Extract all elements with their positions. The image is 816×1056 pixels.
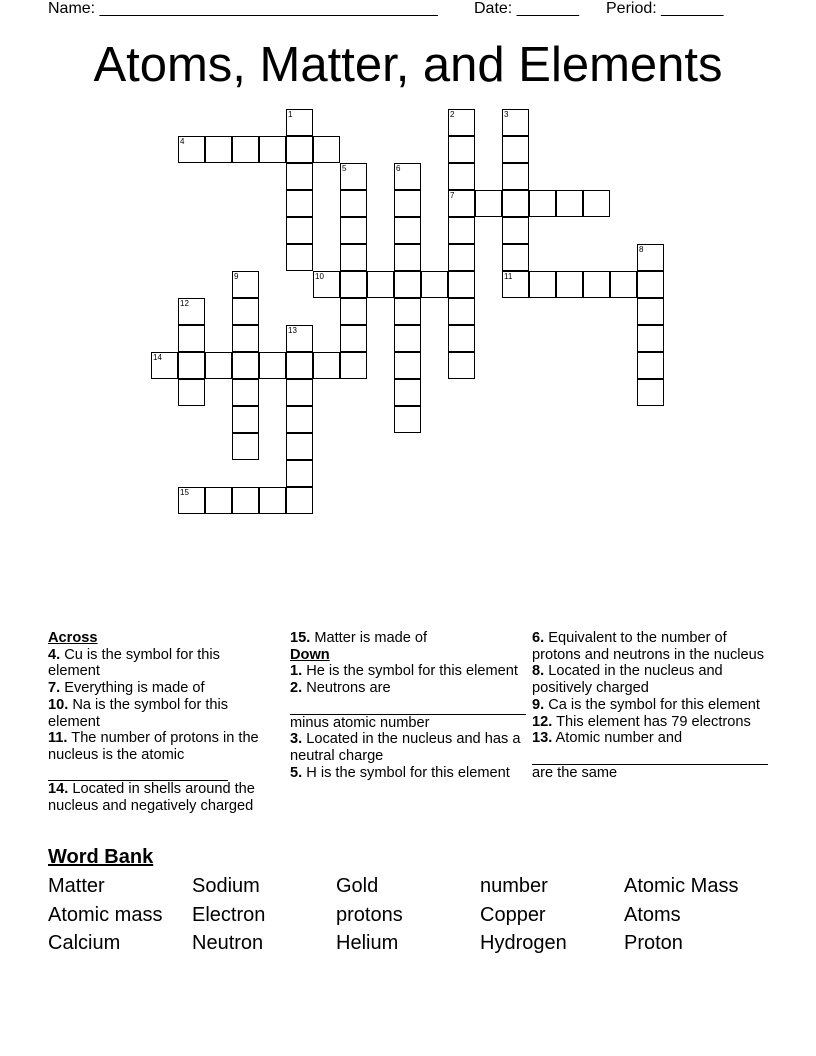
clue-across-14 — [48, 781, 270, 814]
crossword-cell[interactable] — [340, 298, 367, 325]
crossword-cell[interactable] — [151, 352, 178, 379]
crossword-cell[interactable] — [637, 244, 664, 271]
crossword-cell[interactable] — [475, 190, 502, 217]
crossword-cell[interactable] — [502, 271, 529, 298]
clue-number-label: 15 — [180, 488, 189, 497]
clue-number-label: 10 — [315, 272, 324, 281]
crossword-cell[interactable] — [394, 325, 421, 352]
clue-text: H is the symbol for this element — [302, 764, 510, 781]
crossword-cell[interactable] — [286, 352, 313, 379]
crossword-cell[interactable] — [259, 352, 286, 379]
answer-blank — [290, 697, 526, 715]
clues-column-2 — [290, 630, 526, 781]
clue-down-5 — [290, 765, 526, 782]
crossword-cell[interactable] — [637, 325, 664, 352]
clue-text: Matter is made of — [310, 630, 428, 646]
crossword-cell[interactable] — [286, 406, 313, 433]
crossword-cell[interactable] — [502, 217, 529, 244]
word-bank-word: Sodium — [192, 875, 260, 897]
clue-number-label: 9 — [234, 272, 239, 281]
crossword-cell[interactable] — [313, 136, 340, 163]
crossword-cell[interactable] — [313, 271, 340, 298]
period-field: Period: _______ — [606, 0, 724, 17]
clue-number-label: 6 — [396, 164, 401, 173]
crossword-cell[interactable] — [637, 352, 664, 379]
crossword-cell[interactable] — [637, 379, 664, 406]
clue-number-label: 7 — [450, 191, 455, 200]
clue-across-11 — [48, 730, 270, 781]
clues-column-1 — [48, 630, 270, 815]
word-bank-word: Proton — [624, 932, 683, 954]
crossword-cell[interactable] — [340, 325, 367, 352]
clue-number: 11. — [48, 730, 68, 747]
crossword-cell[interactable] — [232, 433, 259, 460]
crossword-cell[interactable] — [394, 271, 421, 298]
crossword-cell[interactable] — [394, 298, 421, 325]
crossword-cell[interactable] — [178, 298, 205, 325]
word-bank-word: Calcium — [48, 932, 121, 954]
crossword-cell[interactable] — [502, 163, 529, 190]
crossword-cell[interactable] — [394, 352, 421, 379]
crossword-cell[interactable] — [556, 271, 583, 298]
crossword-cell[interactable] — [502, 109, 529, 136]
crossword-cell[interactable] — [394, 217, 421, 244]
crossword-cell[interactable] — [205, 352, 232, 379]
crossword-cell[interactable] — [448, 244, 475, 271]
crossword-cell[interactable] — [178, 352, 205, 379]
clue-text: Equivalent to the number of protons and neutrons in the nucleus — [532, 630, 765, 663]
word-bank-word: protons — [336, 904, 403, 926]
clue-across-15 — [290, 630, 526, 647]
clue-down-6 — [532, 630, 768, 663]
crossword-cell[interactable] — [502, 190, 529, 217]
crossword-cell[interactable] — [448, 298, 475, 325]
clue-number: 7. — [48, 680, 61, 697]
word-bank-word: Atomic mass — [48, 904, 163, 926]
crossword-cell[interactable] — [286, 190, 313, 217]
word-bank-title: Word Bank — [48, 846, 154, 868]
crossword-cell[interactable] — [286, 109, 313, 136]
clue-down-12 — [532, 714, 768, 731]
name-field: Name: ______________________________________ — [48, 0, 438, 17]
word-bank-word: Helium — [336, 932, 399, 954]
crossword-cell[interactable] — [637, 271, 664, 298]
crossword-cell[interactable] — [232, 379, 259, 406]
crossword-cell[interactable] — [583, 271, 610, 298]
date-field: Date: _______ — [474, 0, 579, 17]
word-bank-word: Matter — [48, 875, 105, 897]
clue-number-label: 11 — [504, 272, 513, 281]
crossword-cell[interactable] — [583, 190, 610, 217]
crossword-cell[interactable] — [232, 406, 259, 433]
crossword-cell[interactable] — [286, 379, 313, 406]
crossword-cell[interactable] — [178, 487, 205, 514]
clue-number-label: 3 — [504, 110, 509, 119]
clue-number-label: 14 — [153, 353, 162, 362]
crossword-cell[interactable] — [448, 217, 475, 244]
page-title: Atoms, Matter, and Elements — [93, 38, 723, 92]
clue-number: 5. — [290, 764, 303, 781]
word-bank-word: number — [480, 875, 548, 897]
clue-down-13 — [532, 730, 768, 764]
crossword-cell[interactable] — [286, 325, 313, 352]
crossword-cell[interactable] — [394, 190, 421, 217]
clue-number: 13. — [532, 730, 553, 747]
clue-number-label: 1 — [288, 110, 293, 119]
clue-number: 15. — [290, 630, 311, 646]
clue-text: He is the symbol for this element — [302, 663, 518, 680]
crossword-cell[interactable] — [340, 190, 367, 217]
crossword-cell[interactable] — [205, 136, 232, 163]
crossword-cell[interactable] — [286, 460, 313, 487]
crossword-cell[interactable] — [394, 406, 421, 433]
crossword-cell[interactable] — [448, 109, 475, 136]
clue-number: 6. — [532, 630, 545, 646]
clue-down-13-continued — [532, 765, 768, 782]
crossword-cell[interactable] — [610, 271, 637, 298]
word-bank-word: Neutron — [192, 932, 264, 954]
crossword-cell[interactable] — [286, 136, 313, 163]
crossword-cell[interactable] — [394, 163, 421, 190]
clue-number: 9. — [532, 696, 545, 713]
crossword-cell[interactable] — [448, 163, 475, 190]
word-bank-word: Copper — [480, 904, 546, 926]
answer-blank — [532, 747, 768, 765]
clue-text: Located in shells around the nucleus and negatively charged — [48, 781, 255, 815]
crossword-cell[interactable] — [259, 487, 286, 514]
clue-down-2 — [290, 680, 526, 714]
crossword-cell[interactable] — [286, 433, 313, 460]
crossword-cell[interactable] — [232, 487, 259, 514]
crossword-cell[interactable] — [259, 136, 286, 163]
crossword-cell[interactable] — [178, 325, 205, 352]
clue-number-label: 8 — [639, 245, 644, 254]
crossword-cell[interactable] — [286, 487, 313, 514]
down-heading: Down — [290, 646, 330, 663]
crossword-cell[interactable] — [340, 271, 367, 298]
crossword-cell[interactable] — [637, 298, 664, 325]
clue-down-8 — [532, 663, 768, 696]
across-heading: Across — [48, 630, 98, 646]
answer-blank — [48, 764, 228, 782]
crossword-cell[interactable] — [286, 163, 313, 190]
crossword-cell[interactable] — [502, 244, 529, 271]
crossword-cell[interactable] — [205, 487, 232, 514]
clue-text: are the same — [532, 764, 618, 781]
clue-text: Ca is the symbol for this element — [544, 696, 760, 713]
crossword-cell[interactable] — [232, 136, 259, 163]
crossword-cell[interactable] — [178, 136, 205, 163]
word-bank-word: Atoms — [624, 904, 681, 926]
word-bank-word: Atomic Mass — [624, 875, 739, 897]
clue-number-label: 13 — [288, 326, 297, 335]
clue-number: 8. — [532, 663, 545, 680]
clue-number: 2. — [290, 680, 303, 697]
clue-across-10 — [48, 697, 270, 730]
clue-number-label: 4 — [180, 137, 185, 146]
clue-number-label: 2 — [450, 110, 455, 119]
clue-across-4 — [48, 647, 270, 680]
crossword-cell[interactable] — [232, 271, 259, 298]
crossword-cell[interactable] — [313, 352, 340, 379]
crossword-cell[interactable] — [448, 136, 475, 163]
crossword-cell[interactable] — [448, 271, 475, 298]
word-bank-word: Gold — [336, 875, 379, 897]
clue-text: Located in the nucleus and has a neutral charge — [290, 731, 521, 764]
crossword-cell[interactable] — [448, 325, 475, 352]
clue-number: 3. — [290, 731, 303, 748]
crossword-cell[interactable] — [232, 352, 259, 379]
crossword-cell[interactable] — [448, 190, 475, 217]
crossword-cell[interactable] — [529, 271, 556, 298]
clue-number-label: 12 — [180, 299, 189, 308]
clue-down-1 — [290, 663, 526, 680]
crossword-cell[interactable] — [286, 244, 313, 271]
clue-down-9 — [532, 697, 768, 714]
crossword-cell[interactable] — [340, 244, 367, 271]
clue-text: Located in the nucleus and positively charged — [532, 663, 723, 697]
clue-text: The number of protons in the nucleus is the atomic — [48, 730, 259, 763]
crossword-cell[interactable] — [232, 298, 259, 325]
crossword-cell[interactable] — [421, 271, 448, 298]
clue-down-2-continued — [290, 715, 526, 732]
clue-across-7 — [48, 680, 270, 697]
clue-text: Everything is made of — [60, 680, 205, 697]
clue-number-label: 5 — [342, 164, 347, 173]
crossword-cell[interactable] — [394, 379, 421, 406]
clue-number: 12. — [532, 713, 553, 730]
word-bank-word: Electron — [192, 904, 266, 926]
crossword-cell[interactable] — [178, 379, 205, 406]
crossword-cell[interactable] — [340, 163, 367, 190]
clue-down-3 — [290, 731, 526, 764]
clue-text: Cu is the symbol for this element — [48, 646, 220, 680]
crossword-cell[interactable] — [502, 136, 529, 163]
crossword-cell[interactable] — [367, 271, 394, 298]
crossword-cell[interactable] — [286, 217, 313, 244]
crossword-cell[interactable] — [340, 217, 367, 244]
crossword-cell[interactable] — [448, 352, 475, 379]
crossword-cell[interactable] — [556, 190, 583, 217]
crossword-cell[interactable] — [394, 244, 421, 271]
clue-number: 1. — [290, 663, 303, 680]
clue-number: 4. — [48, 646, 61, 663]
crossword-cell[interactable] — [232, 325, 259, 352]
clues-column-3 — [532, 630, 768, 781]
clue-text: Neutrons are — [302, 680, 391, 697]
clue-number: 10. — [48, 696, 69, 713]
clue-number: 14. — [48, 781, 69, 798]
crossword-cell[interactable] — [529, 190, 556, 217]
clue-text: This element has 79 electrons — [552, 713, 751, 730]
clue-text: minus atomic number — [290, 714, 430, 731]
crossword-cell[interactable] — [340, 352, 367, 379]
clue-text: Na is the symbol for this element — [48, 696, 229, 730]
word-bank-word: Hydrogen — [480, 932, 567, 954]
clue-text: Atomic number and — [552, 730, 683, 747]
